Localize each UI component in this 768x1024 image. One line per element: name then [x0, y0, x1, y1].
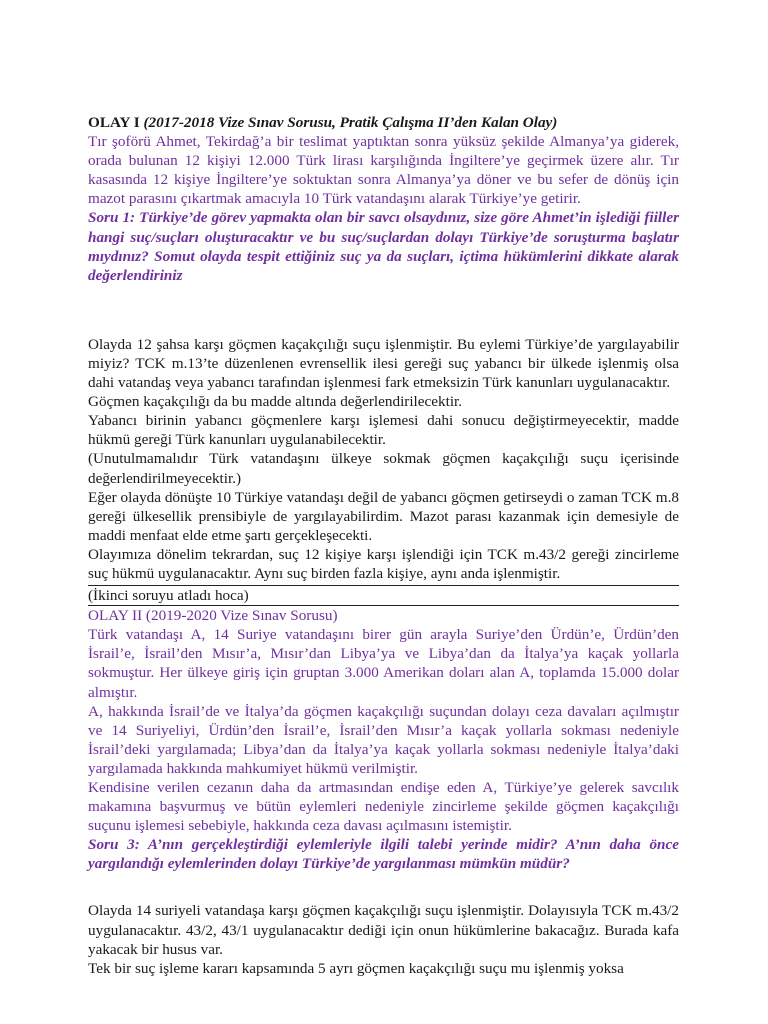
answer1-paragraph: Eğer olayda dönüşte 10 Türkiye vatandaşı değil de yabancı göçmen getirseydi o zaman TCK m.8 gereği ülkesellik prensibiyle de yargılayabilirdim. Mazot parası kazanmak için demesiyle de maddi menfaat elde etme şartı gerçekleşecekti. [88, 488, 679, 544]
olay1-subtitle: (2017-2018 Vize Sınav Sorusu, Pratik Çalışma II’den Kalan Olay) [143, 114, 558, 131]
spacer [88, 285, 679, 313]
answer3-paragraph: Tek bir suç işleme kararı kapsamında 5 ayrı göçmen kaçakçılığı suçu mu işlenmiş yoksa [88, 959, 624, 977]
answer1-paragraph: (Unutulmamalıdır Türk vatandaşını ülkeye sokmak göçmen kaçakçılığı suçu içerisinde değerlendirilmeyecektir.) [88, 450, 679, 487]
answer1-paragraph: Yabancı birinin yabancı göçmenlere karşı işlemesi dahi sonucu değiştirmeyecektir, madde hükmü gereği Türk kanunları uygulanabilecektir. [88, 412, 679, 449]
document-body [88, 113, 679, 978]
answer1-paragraph: Göçmen kaçakçılığı da bu madde altında değerlendirilecektir. [88, 393, 463, 411]
olay1-heading [88, 113, 679, 132]
olay2-paragraph: Türk vatandaşı A, 14 Suriye vatandaşını birer gün arayla Suriye’den Ürdün’e, Ürdün’den İsrail’e, İsrail’den Mısır’a, Mısır’dan Libya’ya ve Libya’dan da İtalya’ya kaçak yollarla sokmuştur. Her ülkeye giriş için gruptan 3.000 Amerikan doları alan A, toplamda 15.000 dolar almıştır. [88, 626, 679, 701]
olay2-paragraph: A, hakkında İsrail’de ve İtalya’da göçmen kaçakçılığı suçundan dolayı ceza davaları açılmıştır ve 14 Suriyeliyi, Ürdün’den İsrail’e, İsrail’den Mısır’a kaçak yollarla sokması nedeniyle İsrail’deki yargılamada; Libya’dan da İtalya’ya kaçak yollarla sokması nedeniyle İtalya’daki yargılamada hakkında mahkumiyet hükmü verilmiştir. [88, 702, 679, 777]
answer3-paragraph: Olayda 14 suriyeli vatandaşa karşı göçmen kaçakçılığı suçu işlenmiştir. Dolayısıyla TCK m.43/2 uygulanacaktır. 43/2, 43/1 uygulanacaktır dediği için onun hükümlerine bakacağız. Burada kafa yakacak bir husus var. [88, 902, 679, 958]
skipped-question-note: (İkinci soruyu atladı hoca) [88, 587, 249, 605]
olay2-paragraph: Kendisine verilen cezanın daha da artmasından endişe eden A, Türkiye’ye gelerek savcılık makamına başvurmuş ve bütün eylemleri nedeniyle zincirleme şekilde göçmen kaçakçılığı suçunu işlemesi sebebiyle, hakkında ceza davası açılmasını istemiştir. [88, 779, 679, 835]
spacer [88, 313, 679, 335]
spacer [88, 873, 679, 901]
question-1: Soru 1: Türkiye’de görev yapmakta olan bir savcı olsaydınız, size göre Ahmet’in işlediği fiiller hangi suç/suçları oluşturacaktır ve bu suç/suçlardan dolayı Türkiye’de soruşturma başlatır mıydınız? Somut olayda tespit ettiğiniz suç ya da suçları, içtima hükümlerini dikkate alarak değerlendiriniz [88, 209, 679, 284]
answer1-paragraph: Olayımıza dönelim tekrardan, suç 12 kişiye karşı işlendiği için TCK m.43/2 gereği zincirleme suç hükmü uygulanacaktır. Aynı suç birden fazla kişiye, aynı anda işlenmiştir. [88, 545, 679, 582]
olay1-title: OLAY I [88, 114, 140, 131]
question-3: Soru 3: A’nın gerçekleştirdiği eylemleriyle ilgili talebi yerinde midir? A’nın daha önce yargılandığı eylemlerinden dolayı Türkiye’de yargılanması mümkün müdür? [88, 836, 679, 873]
olay1-text: Tır şoförü Ahmet, Tekirdağ’a bir teslimat yaptıktan sonra yüksüz şekilde Almanya’ya giderek, orada bulunan 12 kişiyi 12.000 Türk lirası karşılığında İngiltere’ye geçirmek üzere alır. Tır kasasında 12 kişiye İngiltere’ye soktuktan sonra Almanya’ya döner ve bu sefer de dönüş için mazot parasını çıkartmak amacıyla 10 Türk vatandaşını alarak Türkiye’ye getirir. [88, 133, 679, 208]
answer1-paragraph: Olayda 12 şahsa karşı göçmen kaçakçılığı suçu işlenmiştir. Bu eylemi Türkiye’de yargılayabilir miyiz? TCK m.13’te düzenlenen evrensellik ilesi gereği suç yabancı bir ülkede işlenmiş olsa dahi vatandaş veya yabancı tarafından işlenmesi fark etmeksizin Türk kanunları uygulanacaktır. [88, 335, 679, 392]
olay2-title: OLAY II (2019-2020 Vize Sınav Sorusu) [88, 607, 338, 625]
